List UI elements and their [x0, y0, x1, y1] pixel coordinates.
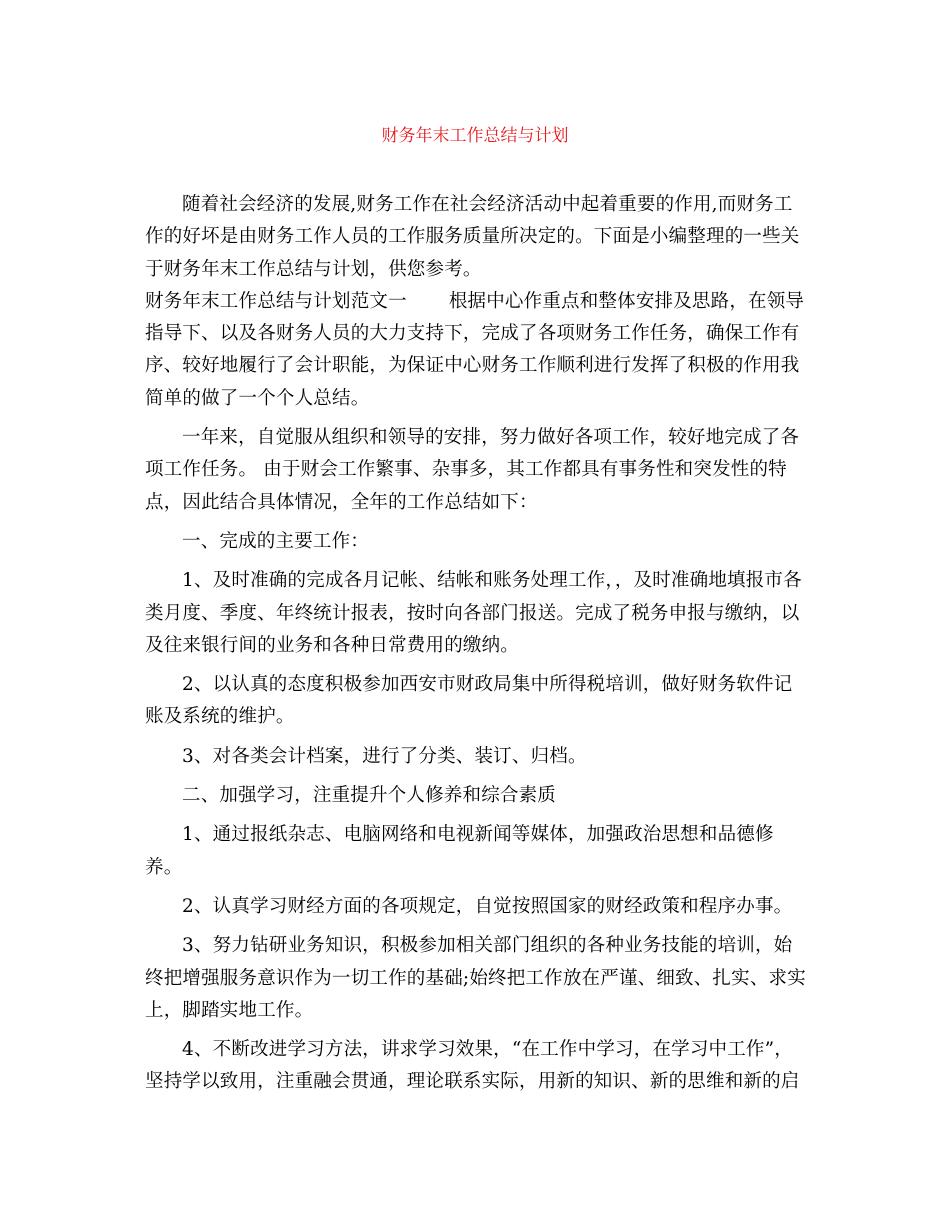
document-body — [145, 189, 807, 1099]
section2-item-4: 4、不断改进学习方法，讲求学习效果，“在工作中学习，在学习中工作”，坚持学以致用，注重融会贯通，理论联系实际，用新的知识、新的思维和新的启 — [145, 1039, 800, 1093]
section1-item-2: 2、以认真的态度积极参加西安市财政局集中所得税培训，做好财务软件记账及系统的维护。 — [145, 674, 793, 728]
intro-paragraph: 随着社会经济的发展,财务工作在社会经济活动中起着重要的作用,而财务工作的好坏是由财务工作人员的工作服务质量所决定的。下面是小编整理的一些关于财务年末工作总结与计划，供您参考。 — [145, 194, 800, 280]
document-title: 财务年末工作总结与计划 — [381, 126, 569, 146]
section1-item-1: 1、及时准确的完成各月记帐、结帐和账务处理工作，，及时准确地填报市各类月度、季度、年终统计报表，按时向各部门报送。完成了税务申报与缴纳，以及往来银行间的业务和各种日常费用的缴纳。 — [145, 570, 802, 656]
sample-paragraph — [145, 286, 807, 415]
section2-item-3: 3、努力钻研业务知识，积极参加相关部门组织的各种业务技能的培训，始终把增强服务意识作为一切工作的基础;始终把工作放在严谨、细致、扎实、求实上，脚踏实地工作。 — [145, 935, 806, 1021]
section2-heading: 二、加强学习，注重提升个人修养和综合素质 — [182, 785, 557, 807]
overview-paragraph: 一年来，自觉服从组织和领导的安排，努力做好各项工作，较好地完成了各项工作任务。 由于财会工作繁事、杂事多，其工作都具有事务性和突发性的特点，因此结合具体情况，全年的工作总结如下： — [145, 427, 800, 513]
section1-item-3: 3、对各类会计档案，进行了分类、装订、归档。 — [182, 745, 587, 767]
sample-heading: 财务年末工作总结与计划范文一 — [145, 290, 407, 312]
section1-heading: 一、完成的主要工作： — [182, 530, 370, 552]
section2-item-2: 2、认真学习财经方面的各项规定，自觉按照国家的财经政策和程序办事。 — [182, 895, 793, 917]
section2-item-1: 1、通过报纸杂志、电脑网络和电视新闻等媒体，加强政治思想和品德修养。 — [145, 824, 774, 878]
sample-intro: 根据中心作重点和整体安排及思路，在领导指导下、以及各财务人员的大力支持下，完成了各项财务工作任务，确保工作有序、较好地履行了会计职能，为保证中心财务工作顺利进行发挥了积极的作用我简单的做了一个个人总结。 — [145, 290, 805, 409]
